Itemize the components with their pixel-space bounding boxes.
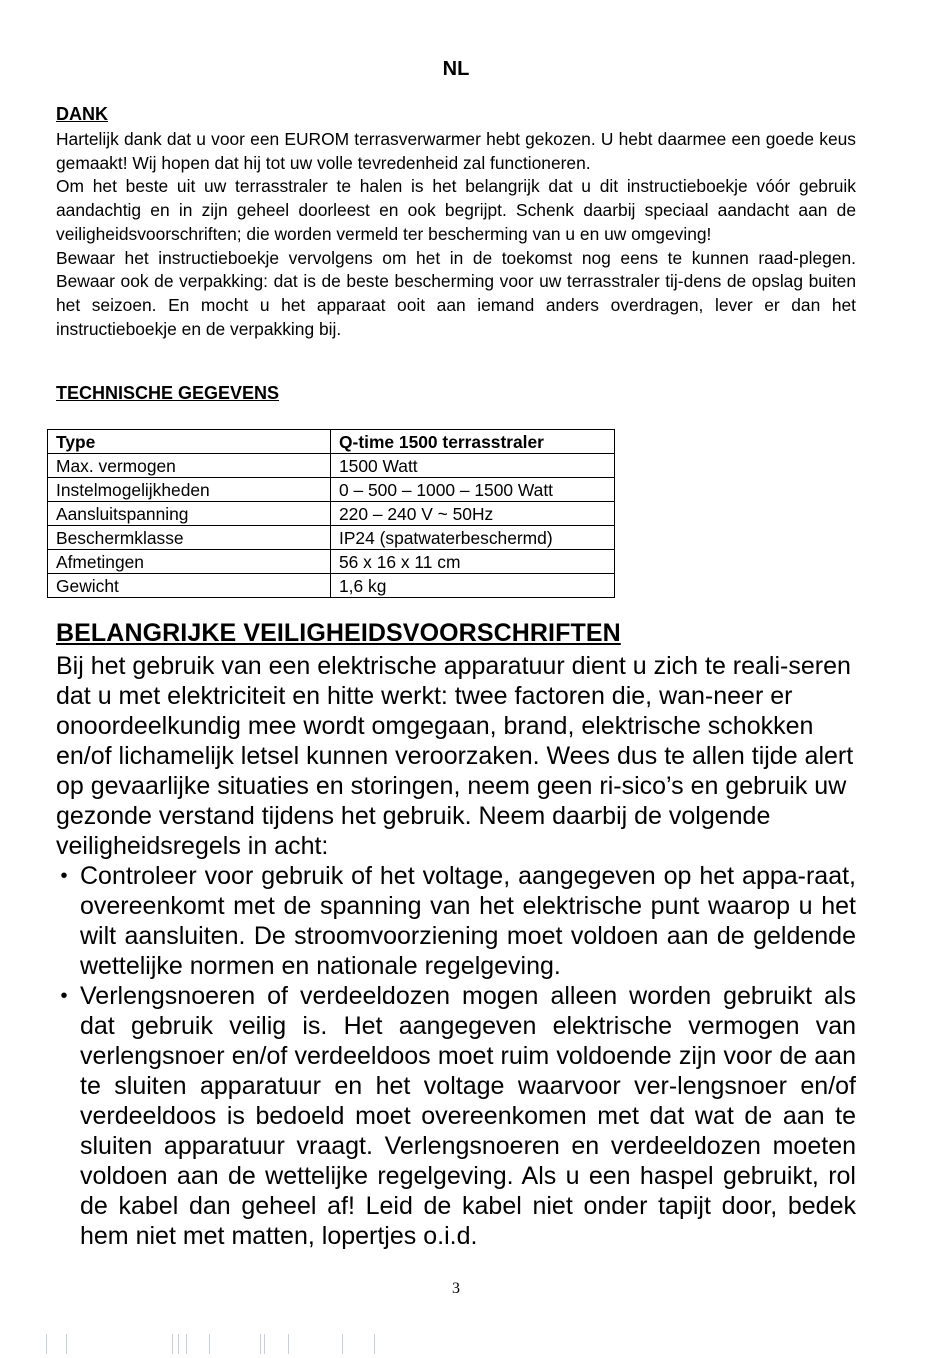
tech-heading: TECHNISCHE GEGEVENS: [56, 383, 280, 403]
list-item: [56, 981, 856, 1251]
language-label: NL: [442, 58, 470, 80]
spec-label: Aansluitspanning: [48, 502, 331, 526]
spec-value: 1500 Watt: [331, 454, 615, 478]
table-row: [48, 550, 615, 574]
table-row: [48, 430, 615, 454]
table-row: [48, 502, 615, 526]
spec-label: Max. vermogen: [48, 454, 331, 478]
rule-text: Controleer voor gebruik of het voltage, aangegeven op het appa-raat, overeenkomt met de spanning van het elektrische punt waarop u het wilt aansluiten. De stroomvoorziening moet voldoen aan de geldende wettelijke normen en nationale regelgeving.: [80, 862, 856, 980]
spec-label: Type: [48, 430, 331, 454]
table-row: [48, 454, 615, 478]
spec-value: 220 – 240 V ~ 50Hz: [331, 502, 615, 526]
safety-intro: Bij het gebruik van een elektrische apparatuur dient u zich te reali-seren dat u met elektriciteit en hitte werkt: twee factoren die, wan-neer er onoordeelkundig mee wordt omgegaan, brand, elektrische schokken en/of lichamelijk letsel kunnen veroorzaken. Wees dus te allen tijde alert op gevaarlijke situaties en storingen, neem geen ri-sico’s en gebruik uw gezonde verstand tijdens het gebruik. Neem daarbij de volgende veiligheidsregels in acht:: [56, 652, 854, 860]
dank-paragraph: Bewaar het instructieboekje vervolgens om het in de toekomst nog eens te kunnen raad-plegen. Bewaar ook de verpakking: dat is de beste bescherming voor uw terrasstraler tij-dens de opslag buiten het seizoen. En mocht u het apparaat ooit aan iemand anders overdragen, lever er dan het instructieboekje en de verpakking bij.: [56, 247, 856, 339]
spec-label: Gewicht: [48, 574, 331, 598]
spec-value: IP24 (spatwaterbeschermd): [331, 526, 615, 550]
bullet-icon: •: [60, 985, 68, 1007]
spec-value: 1,6 kg: [331, 574, 615, 598]
page-number: 3: [452, 1280, 460, 1297]
dank-text: [56, 128, 856, 341]
safety-heading: BELANGRIJKE VEILIGHEIDSVOORSCHRIFTEN: [56, 619, 621, 647]
spec-label: Afmetingen: [48, 550, 331, 574]
spec-label: Instelmogelijkheden: [48, 478, 331, 502]
dank-paragraph: Om het beste uit uw terrasstraler te halen is het belangrijk dat u dit instructieboekje vóór gebruik aandachtig en in zijn geheel doorleest en ook begrijpt. Schenk daarbij speciaal aandacht aan de veiligheidsvoorschriften; die worden vermeld ter bescherming van u en uw omgeving!: [56, 176, 856, 244]
table-row: [48, 526, 615, 550]
rule-text: Verlengsnoeren of verdeeldozen mogen alleen worden gebruikt als dat gebruik veilig is. Het aangegeven elektrische vermogen van verlengsnoer en/of verdeeldoos moet ruim voldoende zijn voor de aan te sluiten apparatuur en het voltage waarvoor ver-lengsnoer en/of verdeeldoos is bedoeld moet overeenkomen met dat wat de aan te sluiten apparatuur vraagt. Verlengsnoeren en verdeeldozen moeten voldoen aan de wettelijke regelgeving. Als u een haspel gebruikt, rol de kabel dan geheel af! Leid de kabel niet onder tapijt door, bedek hem niet met matten, lopertjes o.i.d.: [80, 982, 856, 1250]
bullet-icon: •: [60, 865, 68, 887]
list-item: [56, 861, 856, 981]
table-row: [48, 478, 615, 502]
spec-value: Q-time 1500 terrasstraler: [331, 430, 615, 454]
safety-rules-list: [56, 861, 856, 1251]
dank-paragraph: Hartelijk dank dat u voor een EUROM terrasverwarmer hebt gekozen. U hebt daarmee een goede keus gemaakt! Wij hopen dat hij tot uw volle tevredenheid zal functioneren.: [56, 129, 856, 173]
spec-label: Beschermklasse: [48, 526, 331, 550]
table-row: [48, 574, 615, 598]
scan-artifact: [46, 1334, 446, 1356]
spec-value: 0 – 500 – 1000 – 1500 Watt: [331, 478, 615, 502]
spec-table: [47, 429, 615, 598]
spec-value: 56 x 16 x 11 cm: [331, 550, 615, 574]
dank-heading: DANK: [56, 104, 108, 124]
